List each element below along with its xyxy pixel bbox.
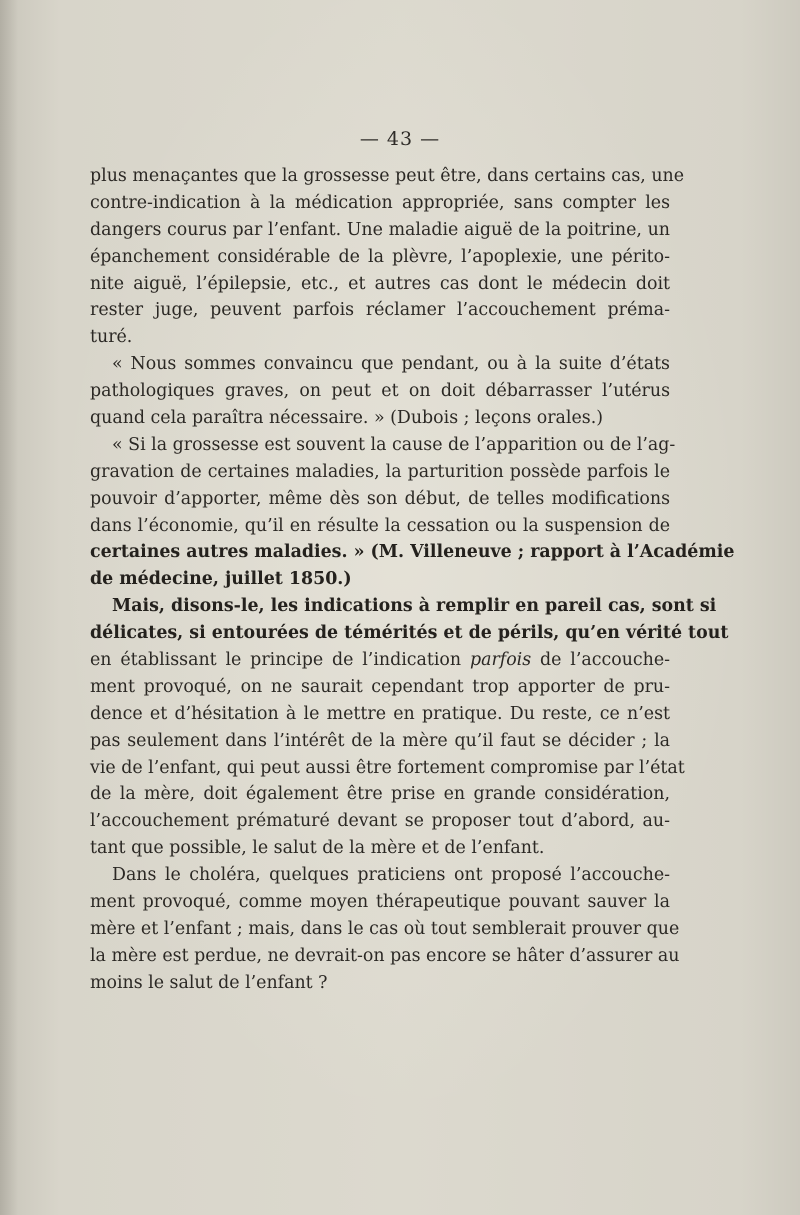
text-line: pas seulement dans l’intérêt de la mère qu’il faut se décider ; la	[90, 730, 670, 751]
text-line: Dans le choléra, quelques praticiens ont proposé l’accouche-	[112, 865, 670, 886]
text-segment: de l’accouche-	[540, 650, 670, 671]
text-line: plus menaçantes que la grossesse peut être, dans certains cas, une	[90, 166, 685, 186]
text-line: mère et l’enfant ; mais, dans le cas où tout semblerait prouver que	[90, 918, 680, 939]
text-line: moins le salut de l’enfant ?	[90, 972, 328, 993]
text-line: la mère est perdue, ne devrait-on pas encore se hâter d’assurer au	[90, 945, 680, 966]
text-line: ment provoqué, on ne saurait cependant trop apporter de pru-	[90, 676, 670, 697]
text-line: tant que possible, le salut de la mère et de l’enfant.	[90, 838, 545, 859]
text-line: rester juge, peuvent parfois réclamer l’accouchement préma-	[90, 300, 670, 321]
text-line	[90, 647, 670, 674]
text-segment: en établissant le principe de l’indication	[90, 650, 462, 671]
text-line: nite aiguë, l’épilepsie, etc., et autres cas dont le médecin doit	[90, 273, 670, 294]
text-line: contre-indication à la médication appropriée, sans compter les	[90, 192, 670, 213]
text-line: turé.	[90, 327, 133, 348]
text-line: Mais, disons-le, les indications à remplir en pareil cas, sont si	[112, 596, 717, 617]
text-line: de la mère, doit également être prise en grande considération,	[90, 784, 670, 805]
text-line: vie de l’enfant, qui peut aussi être fortement compromise par l’état	[90, 757, 685, 778]
text-line: dans l’économie, qu’il en résulte la cessation ou la suspension de	[90, 515, 670, 536]
page-number: — 43 —	[359, 128, 441, 150]
text-line: pouvoir d’apporter, même dès son début, de telles modifications	[90, 488, 670, 509]
text-line: pathologiques graves, on peut et on doit débarrasser l’utérus	[90, 381, 670, 402]
text-line: épanchement considérable de la plèvre, l’apoplexie, une périto-	[90, 246, 670, 267]
text-line: quand cela paraîtra nécessaire. » (Dubois ; leçons orales.)	[90, 408, 604, 429]
text-line: gravation de certaines maladies, la parturition possède parfois le	[90, 461, 670, 482]
text-line: dence et d’hésitation à le mettre en pratique. Du reste, ce n’est	[90, 703, 670, 724]
body-text	[90, 163, 735, 997]
text-line: délicates, si entourées de témérités et de périls, qu’en vérité tout	[90, 623, 729, 644]
text-line: de médecine, juillet 1850.)	[90, 569, 352, 590]
text-line: ment provoqué, comme moyen thérapeutique pouvant sauver la	[90, 892, 670, 913]
page-spine-shadow	[0, 0, 18, 1215]
text-line: l’accouchement prématuré devant se proposer tout d’abord, au-	[90, 811, 670, 832]
text-line: certaines autres maladies. » (M. Villeneuve ; rapport à l’Académie	[90, 542, 735, 563]
text-line: dangers courus par l’enfant. Une maladie aiguë de la poitrine, un	[90, 219, 670, 240]
italic-word: parfois	[469, 650, 532, 671]
text-line: « Si la grossesse est souvent la cause de l’apparition ou de l’ag-	[112, 434, 676, 455]
text-line: « Nous sommes convaincu que pendant, ou à la suite d’états	[112, 354, 670, 375]
